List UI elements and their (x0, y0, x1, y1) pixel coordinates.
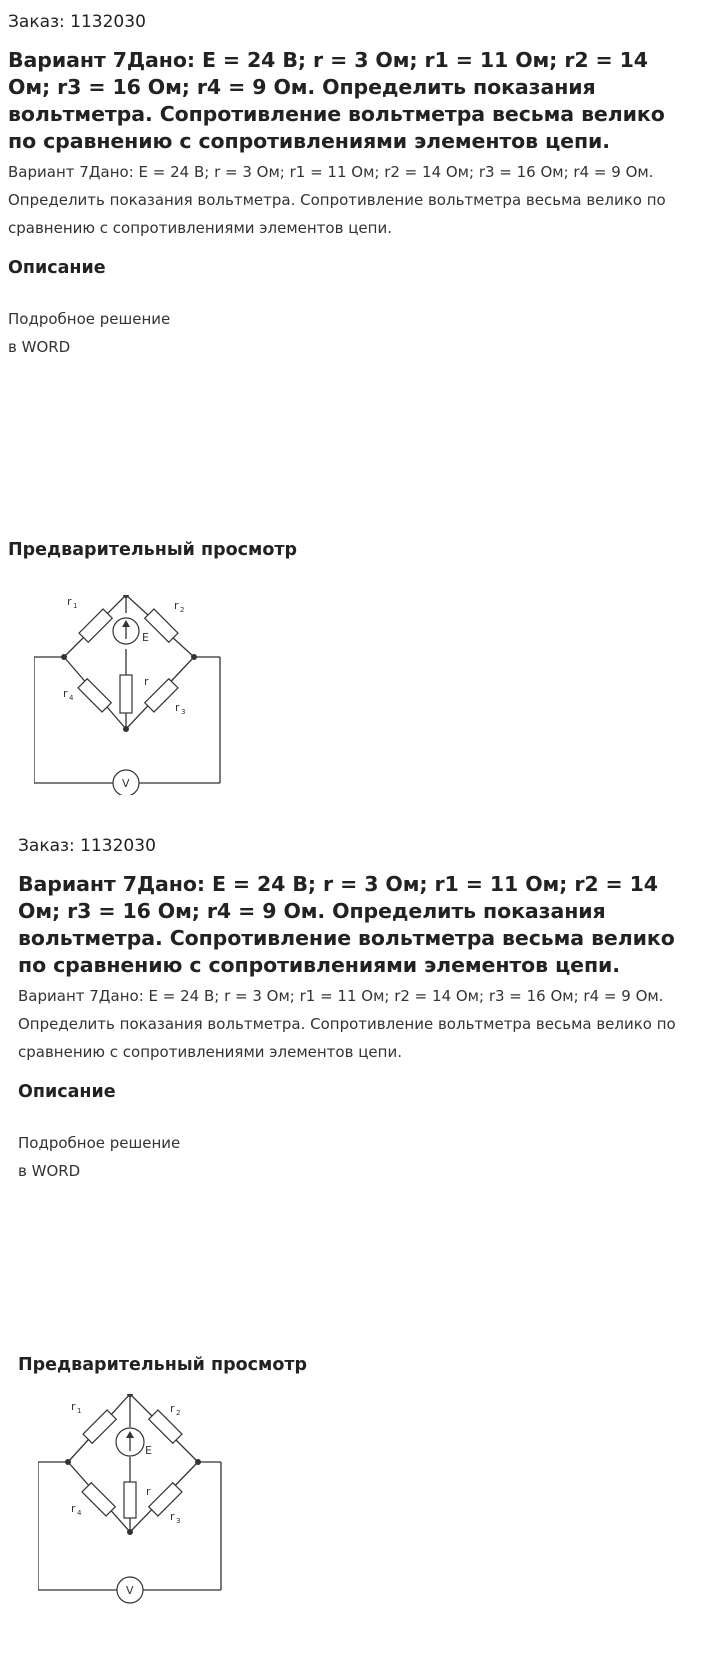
label-r3: r (175, 701, 180, 714)
order-number: Заказ: 1132030 (8, 12, 146, 32)
resistor-r3 (149, 1483, 182, 1516)
circuit-diagram (38, 1394, 238, 1634)
emf-source-icon (116, 1428, 144, 1456)
description-heading: Описание (18, 1082, 116, 1102)
resistor-r (124, 1482, 136, 1518)
task-description: Вариант 7Дано: E = 24 В; r = 3 Ом; r1 = 11 Ом; r2 = 14 Ом; r3 = 16 Ом; r4 = 9 Ом. Определить показания вольтметра. Сопротивление вольтметра весьма велико по сравнению с сопротивлениями элементов цепи. (8, 163, 666, 237)
label-emf: E (142, 631, 149, 644)
label-r4: r (71, 1502, 76, 1515)
label-r2-sub: 2 (180, 606, 185, 614)
task-title: Вариант 7Дано: E = 24 В; r = 3 Ом; r1 = 11 Ом; r2 = 14 Ом; r3 = 16 Ом; r4 = 9 Ом. Определить показания вольтметра. Сопротивление вольтметра весьма велико по сравнению с сопротивлениями элементов цепи. (18, 872, 675, 977)
label-r: r (146, 1485, 151, 1498)
label-r3-sub: 3 (181, 708, 186, 716)
node-bottom (127, 1529, 133, 1535)
node-left (61, 654, 67, 660)
order-block-1 (8, 10, 688, 790)
solution-note (18, 1129, 698, 1185)
label-voltmeter: V (122, 777, 130, 790)
solution-line-1: Подробное решение (8, 310, 171, 328)
solution-note (8, 305, 688, 361)
resistor-r2 (145, 609, 178, 642)
label-r1: r (71, 1400, 76, 1413)
label-r4-sub: 4 (77, 1509, 82, 1517)
circuit-diagram (34, 595, 234, 795)
emf-source-icon (113, 618, 139, 644)
label-r3-sub: 3 (176, 1517, 181, 1525)
resistor-r4 (78, 679, 111, 712)
label-r2-sub: 2 (176, 1409, 181, 1417)
label-r1-sub: 1 (77, 1407, 82, 1415)
node-left (65, 1459, 71, 1465)
resistor-r4 (82, 1483, 115, 1516)
label-r2: r (174, 599, 179, 612)
description-heading: Описание (8, 258, 106, 278)
label-voltmeter: V (126, 1584, 134, 1597)
resistor-r1 (83, 1410, 116, 1443)
order-number: Заказ: 1132030 (18, 836, 156, 856)
label-r1-sub: 1 (73, 602, 78, 610)
label-r3: r (170, 1510, 175, 1523)
label-emf: E (145, 1444, 152, 1457)
node-bottom (123, 726, 129, 732)
resistor-r (120, 675, 132, 713)
label-r2: r (170, 1402, 175, 1415)
label-r4: r (63, 687, 68, 700)
label-r: r (144, 675, 149, 688)
solution-line-2: в WORD (18, 1162, 81, 1180)
label-r1: r (67, 595, 72, 608)
resistor-r1 (79, 609, 112, 642)
preview-heading: Предварительный просмотр (18, 1355, 308, 1375)
preview-heading: Предварительный просмотр (8, 540, 298, 560)
solution-line-2: в WORD (8, 338, 71, 356)
resistor-r3 (145, 679, 178, 712)
solution-line-1: Подробное решение (18, 1134, 181, 1152)
label-r4-sub: 4 (69, 694, 74, 702)
order-block-2 (18, 834, 698, 1597)
node-right (191, 654, 197, 660)
task-title: Вариант 7Дано: E = 24 В; r = 3 Ом; r1 = 11 Ом; r2 = 14 Ом; r3 = 16 Ом; r4 = 9 Ом. Определить показания вольтметра. Сопротивление вольтметра весьма велико по сравнению с сопротивлениями элементов цепи. (8, 48, 665, 153)
task-description: Вариант 7Дано: E = 24 В; r = 3 Ом; r1 = 11 Ом; r2 = 14 Ом; r3 = 16 Ом; r4 = 9 Ом. Определить показания вольтметра. Сопротивление вольтметра весьма велико по сравнению с сопротивлениями элементов цепи. (18, 987, 676, 1061)
node-right (195, 1459, 201, 1465)
